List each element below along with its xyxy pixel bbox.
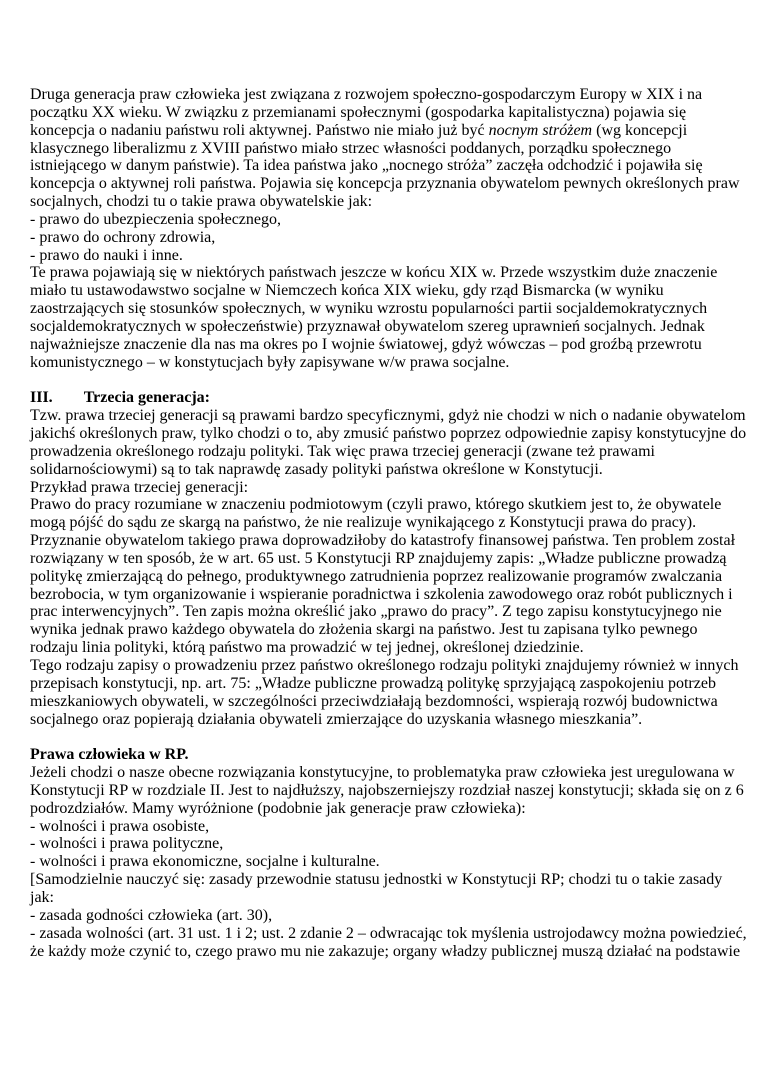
text-line: podrozdziałów. Mamy wyróżnione (podobnie jak generacje praw człowieka): xyxy=(30,799,526,817)
para-right-to-work xyxy=(30,496,736,657)
text-line: Jeżeli chodzi o nasze obecne rozwiązania konstytucyjne, to problematyka praw człowieka jest uregulowana w xyxy=(30,764,735,782)
text-line: - prawo do nauki i inne. xyxy=(30,246,183,264)
text-line: Tzw. prawa trzeciej generacji są prawami bardzo specyficznymi, gdyż nie chodzi w nich o nadanie obywatelom xyxy=(30,407,746,425)
text-line: jak: xyxy=(30,888,54,906)
list-principles xyxy=(30,906,747,961)
text-line: Przykład prawa trzeciej generacji: xyxy=(30,478,249,496)
para-second-generation xyxy=(30,86,740,372)
text-line: zaostrzających się stosunków społecznych, w wyniku wzrostu popularności partii socjaldemokratycznych xyxy=(30,300,708,318)
text-line: rodzaju linia polityki, którą państwo ma prowadzić w tej jednej, określonej dziedzinie. xyxy=(30,639,584,657)
text-line: istniejącego w danym państwie). Ta idea państwa jako „nocnego stróża” zaczęła odchodzić i pojawiła się xyxy=(30,157,703,175)
text-line: że każdy może czynić to, czego prawo mu nie zakazuje; organy władzy publicznej muszą działać na podstawie xyxy=(30,942,741,960)
text-line: Te prawa pojawiają się w niektórych państwach jeszcze w końcu XIX w. Przede wszystkim duże znaczenie xyxy=(30,264,718,282)
text-line: prowadzenia określonego rodzaju polityki. Tak więc prawa trzeciej generacji (zwane też prawami xyxy=(30,442,655,460)
text-line: mogą pójść do sądu ze skargą na państwo, że nie realizuje wynikającego z Konstytucji prawa do pracy). xyxy=(30,514,697,532)
para-rp-intro xyxy=(30,764,744,818)
text-line: Przyznanie obywatelom takiego prawa doprowadziłoby do katastrofy finansowej państwa. Ten problem został xyxy=(30,532,736,550)
list-freedoms xyxy=(30,818,732,872)
text-line: koncepcja o nadaniu państwu roli aktywnej. Państwo nie miało już być nocnym stróżem (wg koncepcji xyxy=(30,121,688,139)
text-line: koncepcja o aktywnej roli państwa. Pojawia się koncepcja przyznania obywatelom pewnych określonych praw xyxy=(30,175,740,193)
text-line: Prawo do pracy rozumiane w znaczeniu podmiotowym (czyli prawo, którego skutkiem jest to, że obywatele xyxy=(30,496,722,514)
text-line xyxy=(30,728,732,746)
blank-line xyxy=(30,728,732,746)
text-line: solidarnościowymi) są to tak naprawdę zasady polityki państwa określone w Konstytucji. xyxy=(30,460,603,478)
text-line: mieszkaniowych obywateli, w szczególności przeciwdziałają bezdomności, wspierają rozwój budownictwa xyxy=(30,692,718,710)
text-line: - prawo do ubezpieczenia społecznego, xyxy=(30,210,281,228)
text-line: socjalnego oraz popierają działania obywateli zmierzające do uzyskania własnego mieszkania”. xyxy=(30,710,643,728)
text-line: Tego rodzaju zapisy o prowadzeniu przez państwo określonego rodzaju polityki znajdujemy również w innych xyxy=(30,657,739,674)
text-line xyxy=(30,372,732,390)
text-line: Prawa człowieka w RP. xyxy=(30,746,189,764)
text-line: III. Trzecia generacja: xyxy=(30,389,210,407)
para-third-generation-intro xyxy=(30,407,747,496)
text-line: - wolności i prawa osobiste, xyxy=(30,817,210,835)
text-line: - wolności i prawa polityczne, xyxy=(30,835,224,853)
text-line: początku XX wieku. W związku z przemianami społecznymi (gospodarka kapitalistyczna) pojawia się xyxy=(30,103,687,121)
text-line: socjaldemokratycznych w społeczeństwie) przyznawał obywatelom szereg uprawnień socjalnych. Jednak xyxy=(30,317,705,335)
text-line: [Samodzielnie nauczyć się: zasady przewodnie statusu jednostki w Konstytucji RP; chodzi tu o takie zasady xyxy=(30,871,723,889)
text-line: najważniejsze znaczenie dla nas ma okres po I wojnie światowej, gdyż wówczas – pod groźbą przewrotu xyxy=(30,335,702,353)
text-line: Konstytucji RP w rozdziale II. Jest to najdłuższy, najobszerniejszy rozdział naszej konstytucji; składa się on z 6 xyxy=(30,781,744,799)
text-line: jakichś określonych praw, tylko chodzi o to, aby zmusić państwo poprzez odpowiednie zapisy konstytucyjne do xyxy=(30,425,747,443)
text-line: rozwiązany w ten sposób, że w art. 65 ust. 5 Konstytucji RP znajdujemy zapis: „Władze publiczne prowadzą xyxy=(30,549,727,567)
para-self-study xyxy=(30,871,732,907)
text-line: socjalnych, chodzi tu o takie prawa obywatelskie jak: xyxy=(30,193,373,211)
text-line: komunistycznego – w konstytucjach były zapisywane w/w prawa socjalne. xyxy=(30,353,510,371)
text-line: politykę zmierzającą do pełnego, produktywnego zatrudnienia poprzez realizowanie programów zwalczania xyxy=(30,567,723,585)
text-line: prac interwencyjnych”. Ten zapis można określić jako „prawo do pracy”. Z tego zapisu konstytucyjnego nie xyxy=(30,603,722,621)
text-line: - zasada godności człowieka (art. 30), xyxy=(30,906,273,924)
text-line: bezrobocia, w tym organizowanie i wspieranie poradnictwa i szkolenia zawodowego oraz robót publicznych i xyxy=(30,585,733,603)
heading-third-generation xyxy=(30,389,732,407)
text-line: - wolności i prawa ekonomiczne, socjalne i kulturalne. xyxy=(30,853,380,871)
para-other-provisions xyxy=(30,657,739,728)
text-line: miało tu ustawodawstwo socjalne w Niemczech końca XIX wieku, gdy rząd Bismarcka (w wyniku xyxy=(30,282,664,300)
text-line: - prawo do ochrony zdrowia, xyxy=(30,228,216,246)
heading-human-rights-rp xyxy=(30,746,732,764)
blank-line xyxy=(30,372,732,390)
text-line: - zasada wolności (art. 31 ust. 1 i 2; ust. 2 zdanie 2 – odwracając tok myślenia ustrojodawcy można powiedzieć, xyxy=(30,924,747,942)
text-line: Druga generacja praw człowieka jest związana z rozwojem społeczno-gospodarczym Europy w XIX i na xyxy=(30,86,703,103)
text-line: wynika jednak prawo każdego obywatela do złożenia skargi na państwo. Jest tu zapisana tylko pewnego xyxy=(30,621,698,639)
text-line: klasycznego liberalizmu z XVIII państwo miało strzec własności poddanych, porządku społecznego xyxy=(30,139,672,157)
text-line: przepisach konstytucji, np. art. 75: „Władze publiczne prowadzą politykę sprzyjającą zaspokojeniu potrzeb xyxy=(30,674,716,692)
